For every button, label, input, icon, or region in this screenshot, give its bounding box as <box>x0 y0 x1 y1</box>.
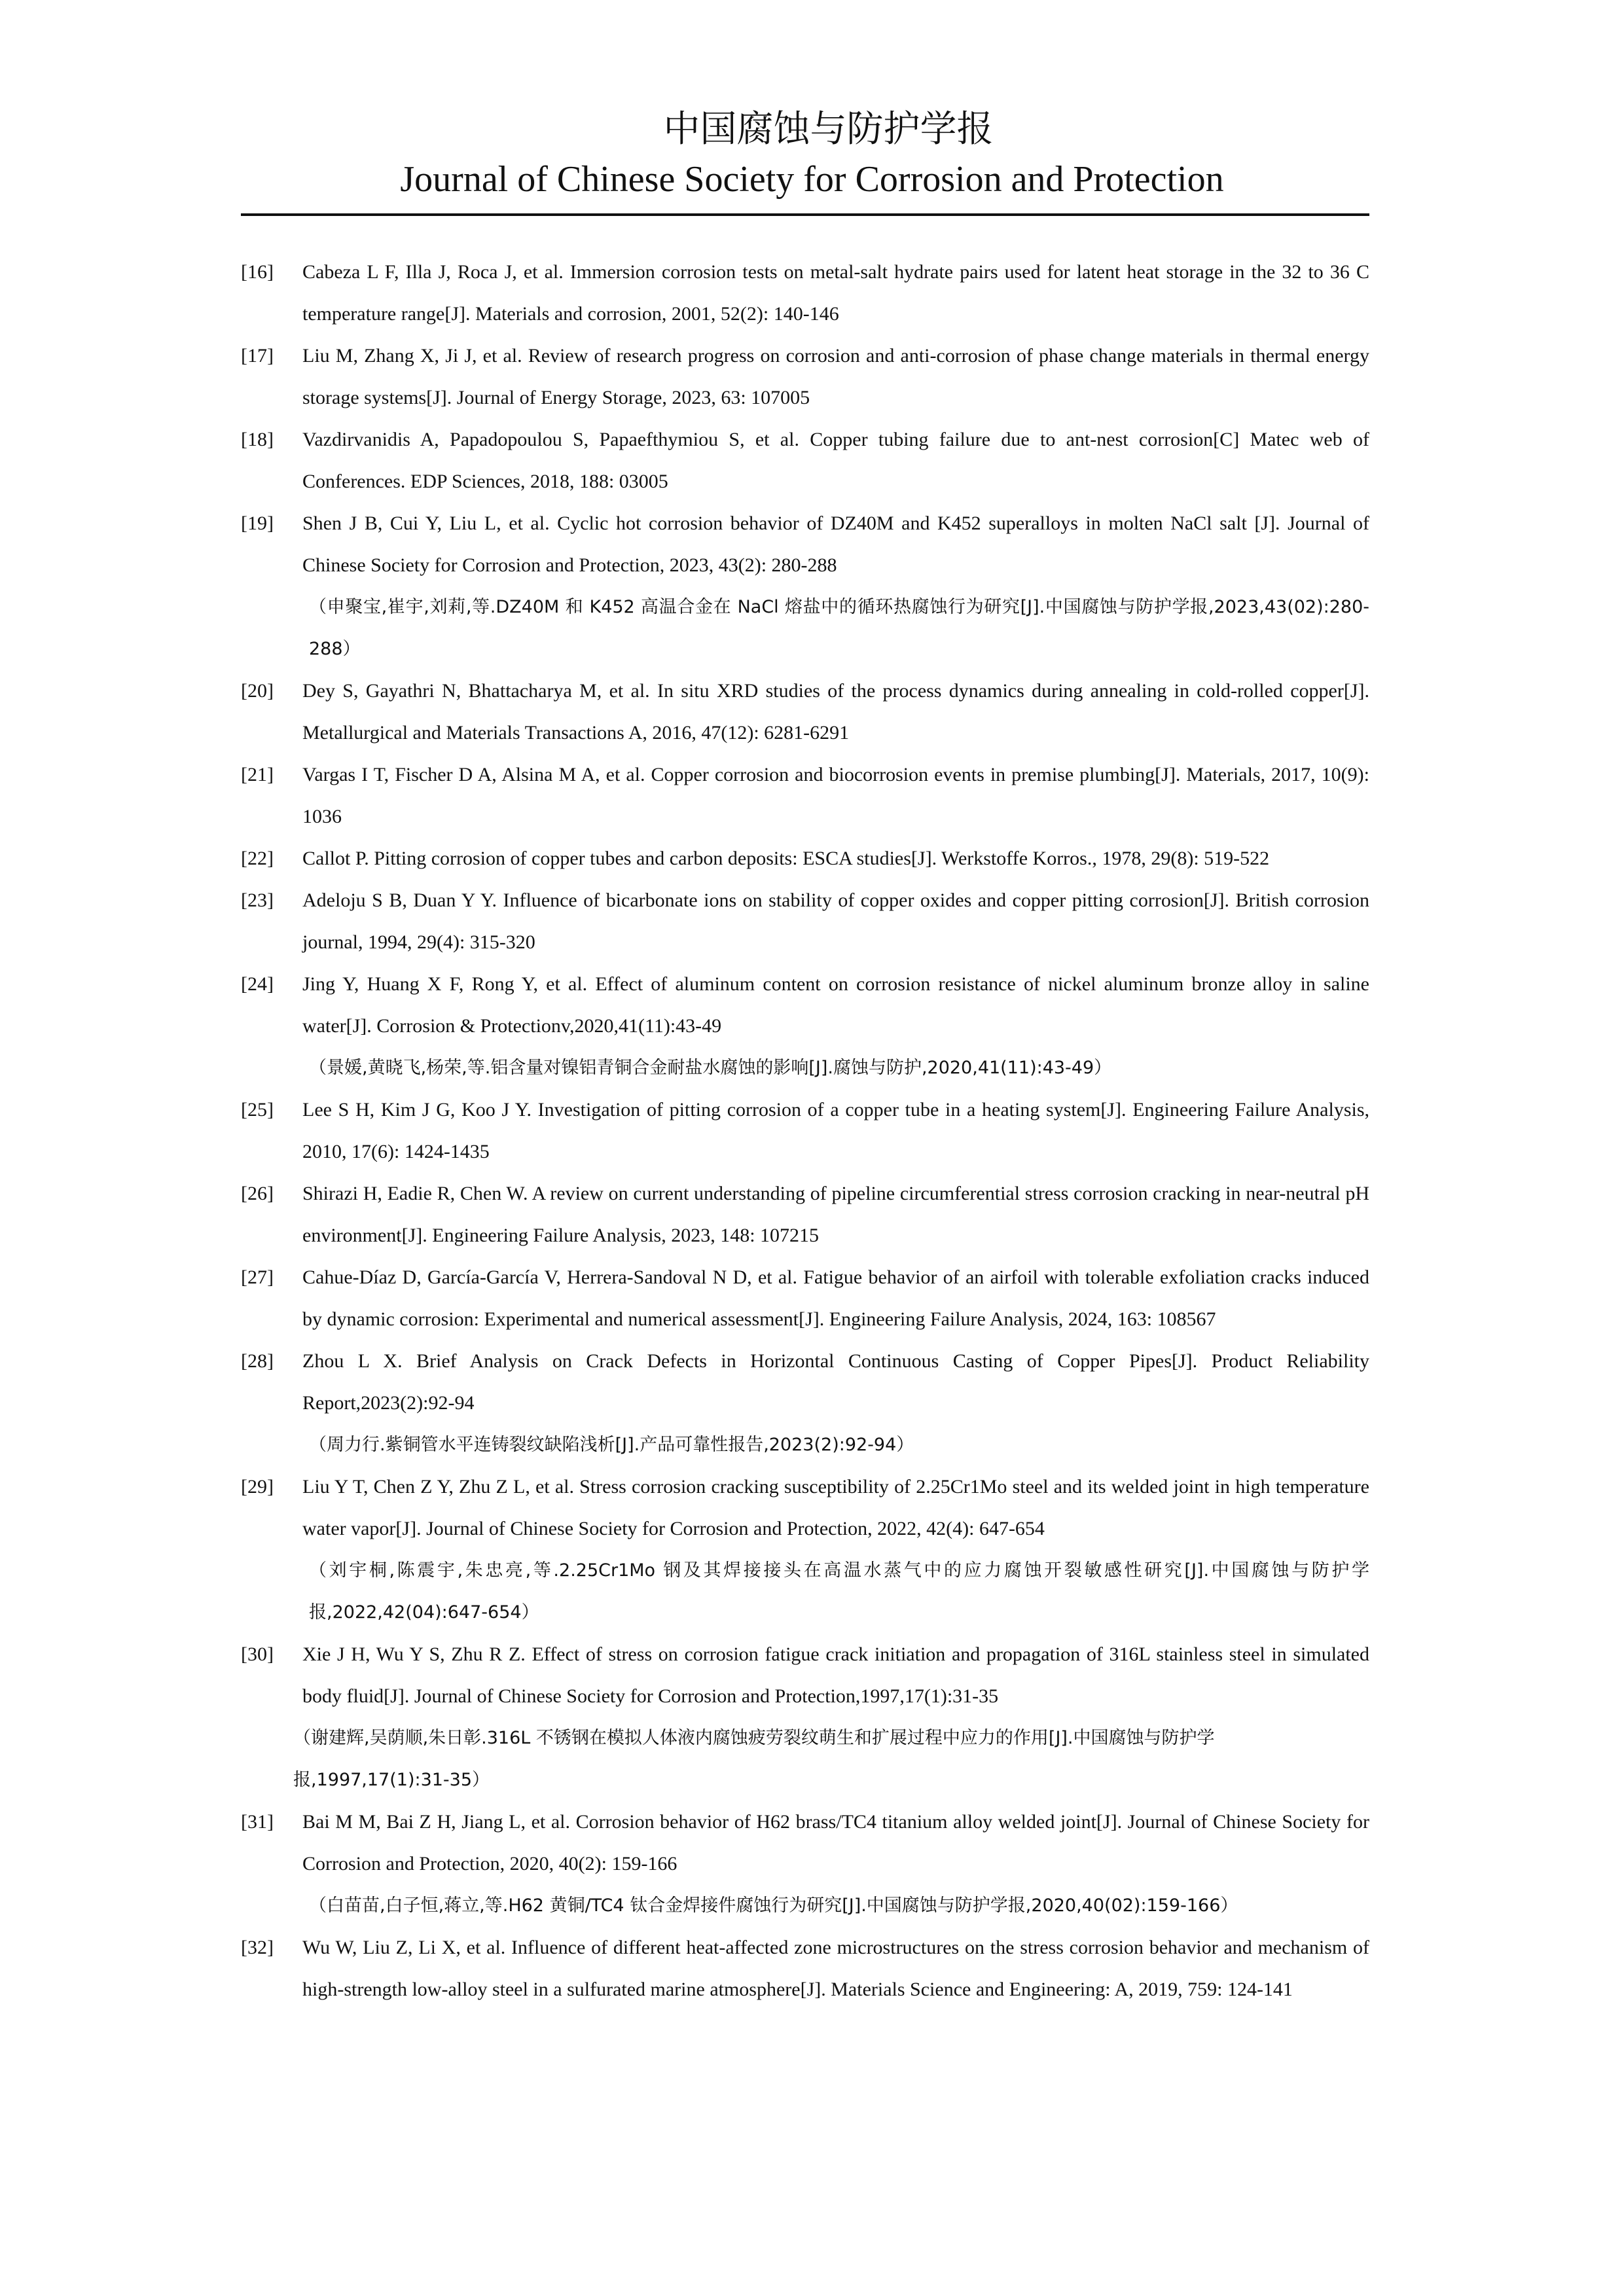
reference-item <box>241 838 1369 880</box>
journal-header <box>0 105 1624 204</box>
header-rule <box>241 213 1369 216</box>
reference-text-en: Jing Y, Huang X F, Rong Y, et al. Effect of aluminum content on corrosion resistance of nickel aluminum bronze alloy in saline water[J]. Corrosion & Protectionv,2020,41(11):43-49 <box>302 973 1369 1037</box>
reference-item <box>241 754 1369 838</box>
reference-item <box>241 1634 1369 1717</box>
reference-number: [31] <box>241 1811 274 1833</box>
reference-item <box>241 1927 1369 2011</box>
reference-body <box>302 880 1369 963</box>
reference-number: [32] <box>241 1937 274 1958</box>
reference-item <box>241 1257 1369 1340</box>
reference-body <box>302 1634 1369 1717</box>
reference-item <box>241 670 1369 754</box>
reference-item <box>241 880 1369 963</box>
reference-number: [23] <box>241 889 274 911</box>
reference-number: [19] <box>241 512 274 534</box>
reference-number: [20] <box>241 680 274 702</box>
reference-text-en: Callot P. Pitting corrosion of copper tubes and carbon deposits: ESCA studies[J]. Werkstoffe Korros., 1978, 29(8): 519-522 <box>302 848 1270 869</box>
reference-text-cn: （白苗苗,白子恒,蒋立,等.H62 黄铜/TC4 钛合金焊接件腐蚀行为研究[J].中国腐蚀与防护学报,2020,40(02):159-166） <box>309 1895 1238 1916</box>
reference-item <box>241 1173 1369 1257</box>
reference-text-cn: （谢建辉,吴荫顺,朱日彰.316L 不锈钢在模拟人体液内腐蚀疲劳裂纹萌生和扩展过程中应力的作用[J].中国腐蚀与防护学报,1997,17(1):31-35） <box>293 1728 1215 1790</box>
reference-body <box>302 419 1369 503</box>
journal-title-en: Journal of Chinese Society for Corrosion and Protection <box>400 159 1224 200</box>
reference-text-cn: （刘宇桐,陈震宇,朱忠亮,等.2.25Cr1Mo 钢及其焊接接头在高温水蒸气中的应力腐蚀开裂敏感性研究[J].中国腐蚀与防护学报,2022,42(04):647-654） <box>309 1560 1369 1623</box>
reference-number: [18] <box>241 429 274 450</box>
reference-item <box>241 963 1369 1089</box>
reference-item <box>241 1089 1369 1173</box>
reference-text-en: Dey S, Gayathri N, Bhattacharya M, et al. In situ XRD studies of the process dynamics during annealing in cold-rolled copper[J]. Metallurgical and Materials Transactions A, 2016, 47(12): 6281-6291 <box>302 680 1369 744</box>
reference-number: [27] <box>241 1266 274 1288</box>
reference-body <box>302 1466 1369 1634</box>
reference-text-cn: （周力行.紫铜管水平连铸裂纹缺陷浅析[J].产品可靠性报告,2023(2):92-94） <box>309 1435 914 1455</box>
reference-text-en: Bai M M, Bai Z H, Jiang L, et al. Corrosion behavior of H62 brass/TC4 titanium alloy welded joint[J]. Journal of Chinese Society for Corrosion and Protection, 2020, 40(2): 159-166 <box>302 1811 1369 1874</box>
reference-body <box>302 1927 1369 2011</box>
reference-number: [30] <box>241 1643 274 1665</box>
reference-body <box>302 1089 1369 1173</box>
reference-body <box>302 963 1369 1089</box>
reference-number: [17] <box>241 345 274 367</box>
reference-item <box>241 1340 1369 1466</box>
reference-number: [22] <box>241 848 274 869</box>
reference-number: [16] <box>241 261 274 283</box>
reference-body <box>302 838 1369 880</box>
reference-number: [24] <box>241 973 274 995</box>
reference-text-en: Adeloju S B, Duan Y Y. Influence of bicarbonate ions on stability of copper oxides and copper pitting corrosion[J]. British corrosion journal, 1994, 29(4): 315-320 <box>302 889 1369 953</box>
reference-body <box>302 1257 1369 1340</box>
reference-body <box>302 503 1369 670</box>
reference-number: [21] <box>241 764 274 785</box>
reference-text-en: Cahue-Díaz D, García-García V, Herrera-Sandoval N D, et al. Fatigue behavior of an airfoil with tolerable exfoliation cracks induced by dynamic corrosion: Experimental and numerical assessment[J]. Engineering Failure Analysis, 2024, 163: 108567 <box>302 1266 1369 1330</box>
reference-text-en: Xie J H, Wu Y S, Zhu R Z. Effect of stress on corrosion fatigue crack initiation and propagation of 316L stainless steel in simulated body fluid[J]. Journal of Chinese Society for Corrosion and Protection,1997,17(1):31-35 <box>302 1643 1369 1707</box>
reference-text-en: Vazdirvanidis A, Papadopoulou S, Papaefthymiou S, et al. Copper tubing failure due to ant-nest corrosion[C] Matec web of Conferences. EDP Sciences, 2018, 188: 03005 <box>302 429 1369 492</box>
reference-number: [29] <box>241 1476 274 1498</box>
reference-text-en: Zhou L X. Brief Analysis on Crack Defects in Horizontal Continuous Casting of Copper Pipes[J]. Product Reliability Report,2023(2):92-94 <box>302 1350 1369 1414</box>
reference-body <box>302 1801 1369 1927</box>
reference-body <box>302 1173 1369 1257</box>
reference-body <box>302 1340 1369 1466</box>
reference-number: [28] <box>241 1350 274 1372</box>
reference-number: [25] <box>241 1099 274 1121</box>
reference-item <box>241 251 1369 335</box>
reference-text-en: Wu W, Liu Z, Li X, et al. Influence of different heat-affected zone microstructures on the stress corrosion behavior and mechanism of high-strength low-alloy steel in a sulfurated marine atmosphere[J]. Materials Science and Engineering: A, 2019, 759: 124-141 <box>302 1937 1369 2000</box>
reference-text-en: Liu Y T, Chen Z Y, Zhu Z L, et al. Stress corrosion cracking susceptibility of 2.25Cr1Mo steel and its welded joint in high temperature water vapor[J]. Journal of Chinese Society for Corrosion and Protection, 2022, 42(4): 647-654 <box>302 1476 1369 1539</box>
reference-body <box>302 335 1369 419</box>
reference-list <box>241 251 1369 2011</box>
reference-item <box>241 503 1369 670</box>
reference-text-en: Vargas I T, Fischer D A, Alsina M A, et al. Copper corrosion and biocorrosion events in premise plumbing[J]. Materials, 2017, 10(9): 1036 <box>302 764 1369 827</box>
reference-text-cn: （申聚宝,崔宇,刘莉,等.DZ40M 和 K452 高温合金在 NaCl 熔盐中的循环热腐蚀行为研究[J].中国腐蚀与防护学报,2023,43(02):280-288） <box>309 597 1369 659</box>
reference-item <box>241 335 1369 419</box>
reference-text-en: Shirazi H, Eadie R, Chen W. A review on current understanding of pipeline circumferential stress corrosion cracking in near-neutral pH environment[J]. Engineering Failure Analysis, 2023, 148: 107215 <box>302 1183 1369 1246</box>
reference-body <box>302 670 1369 754</box>
reference-text-cn: （景媛,黄晓飞,杨荣,等.铝含量对镍铝青铜合金耐盐水腐蚀的影响[J].腐蚀与防护,2020,41(11):43-49） <box>309 1058 1112 1078</box>
reference-item <box>241 1466 1369 1634</box>
reference-number: [26] <box>241 1183 274 1204</box>
reference-text-en: Cabeza L F, Illa J, Roca J, et al. Immersion corrosion tests on metal‐salt hydrate pairs used for latent heat storage in the 32 to 36 C temperature range[J]. Materials and corrosion, 2001, 52(2): 140-146 <box>302 261 1369 325</box>
reference-body <box>302 754 1369 838</box>
reference-item <box>241 1801 1369 1927</box>
reference-item <box>241 419 1369 503</box>
journal-title-cn: 中国腐蚀与防护学报 <box>663 108 994 151</box>
reference-text-en: Liu M, Zhang X, Ji J, et al. Review of research progress on corrosion and anti-corrosion of phase change materials in thermal energy storage systems[J]. Journal of Energy Storage, 2023, 63: 107005 <box>302 345 1369 408</box>
reference-text-en: Lee S H, Kim J G, Koo J Y. Investigation of pitting corrosion of a copper tube in a heating system[J]. Engineering Failure Analysis, 2010, 17(6): 1424-1435 <box>302 1099 1369 1162</box>
reference-body <box>302 251 1369 335</box>
reference-text-en: Shen J B, Cui Y, Liu L, et al. Cyclic hot corrosion behavior of DZ40M and K452 superalloys in molten NaCl salt [J]. Journal of Chinese Society for Corrosion and Protection, 2023, 43(2): 280-288 <box>302 512 1369 576</box>
